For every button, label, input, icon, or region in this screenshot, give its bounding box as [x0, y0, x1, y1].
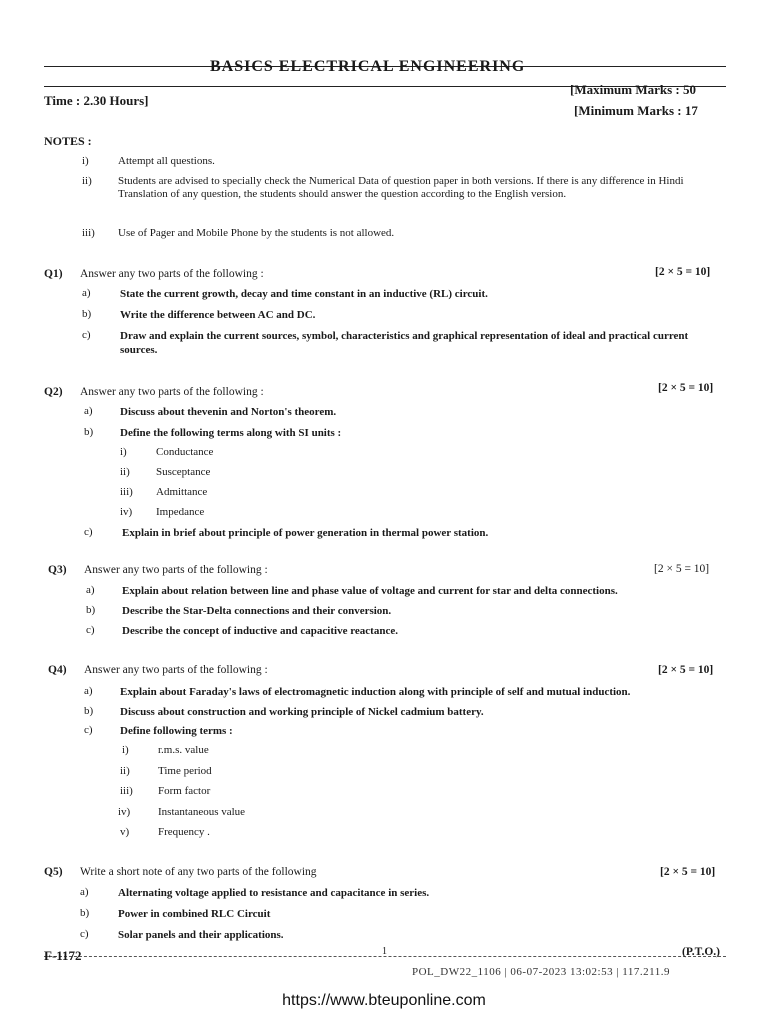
part-label: a) — [82, 287, 91, 299]
part-text: Discuss about thevenin and Norton's theorem. — [120, 406, 337, 418]
subpart-text: Instantaneous value — [158, 806, 246, 818]
question-instruction: Write a short note of any two parts of the following — [80, 866, 317, 878]
subpart-label: i) — [122, 744, 129, 756]
part-label: c) — [80, 928, 89, 940]
source-url[interactable]: https://www.bteuponline.com — [282, 992, 486, 1009]
question-marks: [2 × 5 = 10] — [660, 866, 716, 878]
subpart-label: iii) — [120, 486, 133, 498]
part-text: Describe the concept of inductive and capacitive reactance. — [122, 625, 398, 637]
download-stamp: POL_DW22_1106 | 06-07-2023 13:02:53 | 117.211.9 — [412, 966, 670, 978]
subpart-label: iv) — [120, 506, 133, 518]
note-number: ii) — [82, 175, 92, 187]
part-text: State the current growth, decay and time constant in an inductive (RL) circuit. — [120, 288, 488, 300]
question-marks: [2 × 5 = 10] — [658, 664, 714, 676]
part-text: Explain about relation between line and phase value of voltage and current for star and delta connections. — [122, 585, 618, 597]
part-label: a) — [80, 886, 89, 898]
part-label: a) — [84, 685, 93, 697]
part-label: b) — [86, 604, 96, 616]
question-marks: [2 × 5 = 10] — [655, 266, 711, 278]
part-text: Alternating voltage applied to resistance and capacitance in series. — [118, 887, 430, 899]
subpart-label: iii) — [120, 785, 133, 797]
subpart-label: v) — [120, 826, 130, 838]
part-text: Define following terms : — [120, 725, 233, 737]
subpart-text: Admittance — [156, 486, 208, 498]
note-number: iii) — [82, 227, 95, 239]
part-label: c) — [84, 526, 93, 538]
subpart-label: ii) — [120, 765, 130, 777]
note-text: Students are advised to specially check the Numerical Data of question paper in both versions. If there is any difference in Hindi Translation of any question, the students should answer the question according to the English version. — [118, 175, 684, 200]
part-text: Explain in brief about principle of power generation in thermal power station. — [122, 527, 489, 539]
subpart-text: Time period — [158, 765, 212, 777]
subpart-label: i) — [120, 446, 127, 458]
question-number: Q4) — [48, 664, 67, 676]
notes-heading: NOTES : — [44, 134, 92, 148]
question-number: Q3) — [48, 564, 67, 576]
part-label: b) — [82, 308, 92, 320]
part-label: b) — [84, 705, 94, 717]
page-number: 1 — [382, 946, 387, 957]
question-instruction: Answer any two parts of the following : — [80, 268, 264, 280]
part-label: c) — [84, 724, 93, 736]
part-label: a) — [84, 405, 93, 417]
paper-title: BASICS ELECTRICAL ENGINEERING — [210, 58, 526, 75]
subpart-label: iv) — [118, 806, 131, 818]
question-number: Q2) — [44, 386, 63, 398]
part-text: Solar panels and their applications. — [118, 929, 284, 941]
part-text: Power in combined RLC Circuit — [118, 908, 271, 920]
question-marks: [2 × 5 = 10] — [658, 382, 714, 394]
part-label: b) — [80, 907, 90, 919]
subpart-text: Susceptance — [156, 466, 211, 478]
subpart-text: r.m.s. value — [158, 744, 209, 756]
maximum-marks: [Maximum Marks : 50 — [570, 82, 697, 97]
subpart-text: Impedance — [156, 506, 205, 518]
paper-code: F-1172 — [44, 948, 82, 963]
pto-label: (P.T.O.) — [682, 946, 721, 958]
subpart-text: Frequency . — [158, 826, 210, 838]
time-label: Time : 2.30 Hours] — [44, 93, 149, 108]
part-label: c) — [82, 329, 91, 341]
note-number: i) — [82, 155, 89, 167]
question-number: Q5) — [44, 866, 63, 878]
part-text: Define the following terms along with SI units : — [120, 427, 342, 439]
part-text: Draw and explain the current sources, symbol, characteristics and graphical representation of ideal and practical current sources. — [120, 330, 689, 356]
question-instruction: Answer any two parts of the following : — [84, 564, 268, 576]
part-label: c) — [86, 624, 95, 636]
question-marks: [2 × 5 = 10] — [654, 563, 710, 575]
note-text: Attempt all questions. — [118, 155, 215, 167]
part-label: b) — [84, 426, 94, 438]
subpart-text: Form factor — [158, 785, 211, 797]
minimum-marks: [Minimum Marks : 17 — [574, 103, 698, 118]
subpart-text: Conductance — [156, 446, 214, 458]
question-instruction: Answer any two parts of the following : — [84, 664, 268, 676]
part-text: Explain about Faraday's laws of electromagnetic induction along with principle of self and mutual induction. — [120, 686, 631, 698]
question-number: Q1) — [44, 268, 63, 280]
part-text: Describe the Star-Delta connections and their conversion. — [122, 605, 392, 617]
subpart-label: ii) — [120, 466, 130, 478]
question-instruction: Answer any two parts of the following : — [80, 386, 264, 398]
part-text: Discuss about construction and working principle of Nickel cadmium battery. — [120, 706, 484, 718]
part-label: a) — [86, 584, 95, 596]
note-text: Use of Pager and Mobile Phone by the students is not allowed. — [118, 227, 395, 239]
part-text: Write the difference between AC and DC. — [120, 309, 316, 321]
